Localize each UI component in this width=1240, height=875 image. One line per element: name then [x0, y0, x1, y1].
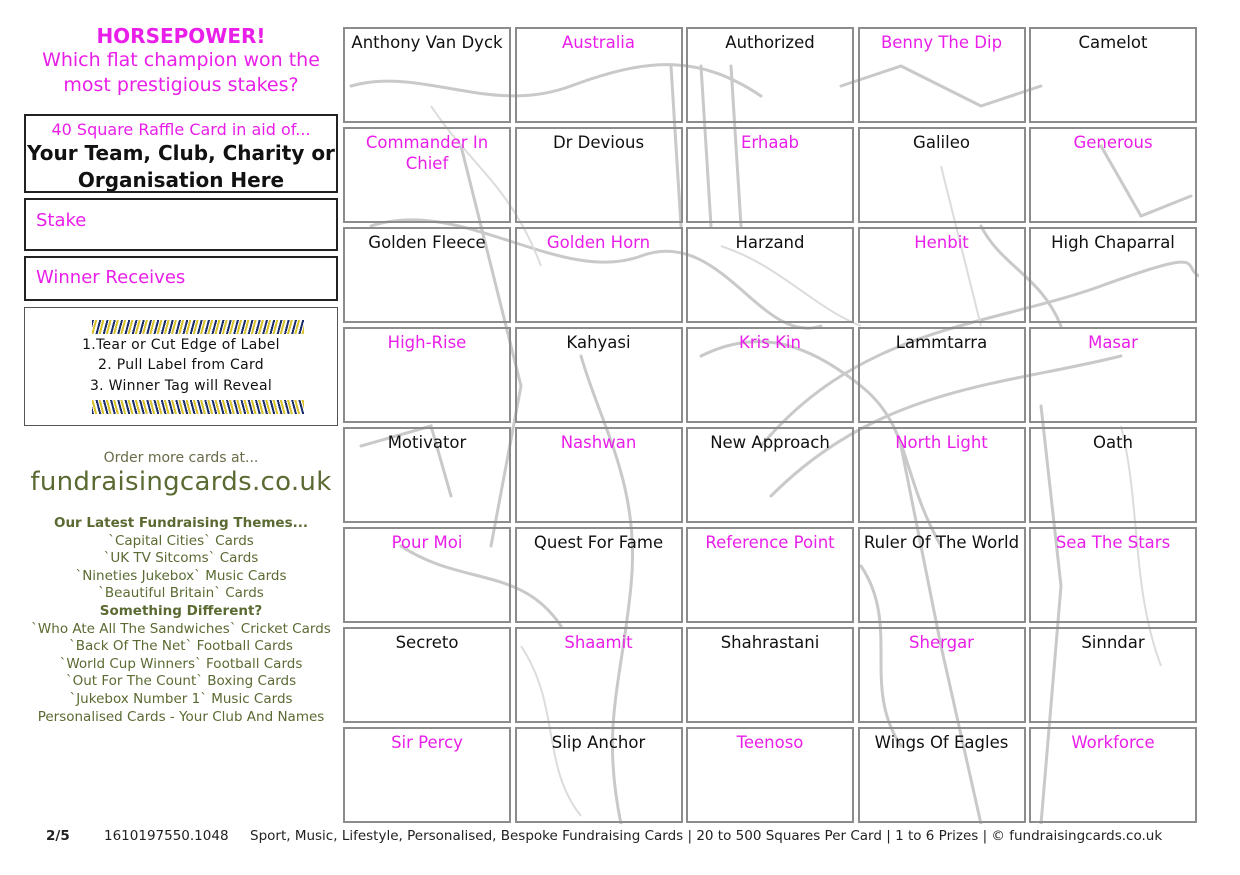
raffle-square[interactable]: Reference Point — [686, 527, 854, 623]
stake-label: Stake — [36, 210, 87, 231]
raffle-square[interactable]: Ruler Of The World — [858, 527, 1026, 623]
theme-item: `Out For The Count` Boxing Cards — [65, 673, 297, 690]
winner-box — [24, 256, 338, 301]
raffle-square[interactable]: Henbit — [858, 227, 1026, 323]
themes-heading: Our Latest Fundraising Themes... — [53, 515, 309, 531]
raffle-square[interactable]: Quest For Fame — [515, 527, 683, 623]
raffle-info-box — [24, 114, 338, 193]
raffle-square[interactable]: Shaamit — [515, 627, 683, 723]
raffle-square[interactable]: Harzand — [686, 227, 854, 323]
raffle-square[interactable]: Teenoso — [686, 727, 854, 823]
raffle-square[interactable]: Erhaab — [686, 127, 854, 223]
different-heading: Something Different? — [99, 602, 263, 619]
instruction-3: 3. Winner Tag will Reveal — [89, 378, 273, 394]
theme-item: Personalised Cards - Your Club And Names — [37, 708, 325, 725]
raffle-square[interactable]: Slip Anchor — [515, 727, 683, 823]
theme-item: `World Cup Winners` Football Cards — [59, 655, 303, 672]
instruction-2: 2. Pull Label from Card — [97, 357, 264, 373]
raffle-square[interactable]: New Approach — [686, 427, 854, 523]
theme-item: `Beautiful Britain` Cards — [98, 585, 264, 602]
tear-edge-top-pattern — [92, 320, 304, 334]
raffle-square[interactable]: Australia — [515, 27, 683, 123]
theme-item: `UK TV Sitcoms` Cards — [103, 550, 259, 567]
raffle-square[interactable]: Benny The Dip — [858, 27, 1026, 123]
theme-item: `Nineties Jukebox` Music Cards — [75, 567, 287, 584]
raffle-square[interactable]: Secreto — [343, 627, 511, 723]
raffle-square[interactable]: Sir Percy — [343, 727, 511, 823]
raffle-square[interactable]: Commander In Chief — [343, 127, 511, 223]
raffle-square[interactable]: North Light — [858, 427, 1026, 523]
theme-item: `Back Of The Net` Football Cards — [69, 638, 293, 655]
order-prompt: Order more cards at... — [103, 450, 259, 466]
raffle-square[interactable]: Camelot — [1029, 27, 1197, 123]
raffle-square[interactable]: Anthony Van Dyck — [343, 27, 511, 123]
themes-list — [22, 515, 340, 726]
winner-label: Winner Receives — [36, 267, 186, 288]
raffle-square[interactable]: Galileo — [858, 127, 1026, 223]
raffle-square[interactable]: Shergar — [858, 627, 1026, 723]
raffle-square[interactable]: Nashwan — [515, 427, 683, 523]
raffle-square[interactable]: Lammtarra — [858, 327, 1026, 423]
raffle-square[interactable]: Authorized — [686, 27, 854, 123]
stake-box — [24, 198, 338, 251]
raffle-square[interactable]: High-Rise — [343, 327, 511, 423]
raffle-grid — [341, 26, 1199, 824]
raffle-square[interactable]: Wings Of Eagles — [858, 727, 1026, 823]
theme-item: `Who Ate All The Sandwiches` Cricket Cards — [31, 620, 331, 637]
raffle-square[interactable]: Golden Horn — [515, 227, 683, 323]
raffle-square[interactable]: Sea The Stars — [1029, 527, 1197, 623]
raffle-square[interactable]: High Chaparral — [1029, 227, 1197, 323]
organisation-name: Your Team, Club, Charity or Organisation Here — [27, 141, 335, 192]
page-number: 2/5 — [46, 828, 70, 844]
raffle-square[interactable]: Kahyasi — [515, 327, 683, 423]
instructions-box — [24, 307, 338, 426]
raffle-square[interactable]: Golden Fleece — [343, 227, 511, 323]
website-link[interactable]: fundraisingcards.co.uk — [30, 467, 332, 497]
raffle-square[interactable]: Oath — [1029, 427, 1197, 523]
reference-number: 1610197550.1048 — [104, 828, 229, 844]
raffle-square[interactable]: Generous — [1029, 127, 1197, 223]
card-title: HORSEPOWER! — [96, 24, 266, 48]
raffle-square[interactable]: Dr Devious — [515, 127, 683, 223]
raffle-square[interactable]: Kris Kin — [686, 327, 854, 423]
raffle-square[interactable]: Pour Moi — [343, 527, 511, 623]
card-question: Which flat champion won the most prestigious stakes? — [42, 49, 320, 96]
tear-edge-bottom-pattern — [92, 400, 304, 414]
raffle-intro: 40 Square Raffle Card in aid of... — [51, 120, 311, 139]
raffle-square[interactable]: Sinndar — [1029, 627, 1197, 723]
raffle-square[interactable]: Masar — [1029, 327, 1197, 423]
theme-item: `Jukebox Number 1` Music Cards — [69, 690, 293, 707]
raffle-square[interactable]: Motivator — [343, 427, 511, 523]
raffle-square[interactable]: Shahrastani — [686, 627, 854, 723]
instruction-1: 1.Tear or Cut Edge of Label — [82, 337, 280, 353]
raffle-square[interactable]: Workforce — [1029, 727, 1197, 823]
footer-text: Sport, Music, Lifestyle, Personalised, Bespoke Fundraising Cards | 20 to 500 Squares Per Card | 1 to 6 Prizes | © fundraisingcards.co.uk — [250, 828, 1163, 844]
theme-item: `Capital Cities` Cards — [108, 532, 254, 549]
